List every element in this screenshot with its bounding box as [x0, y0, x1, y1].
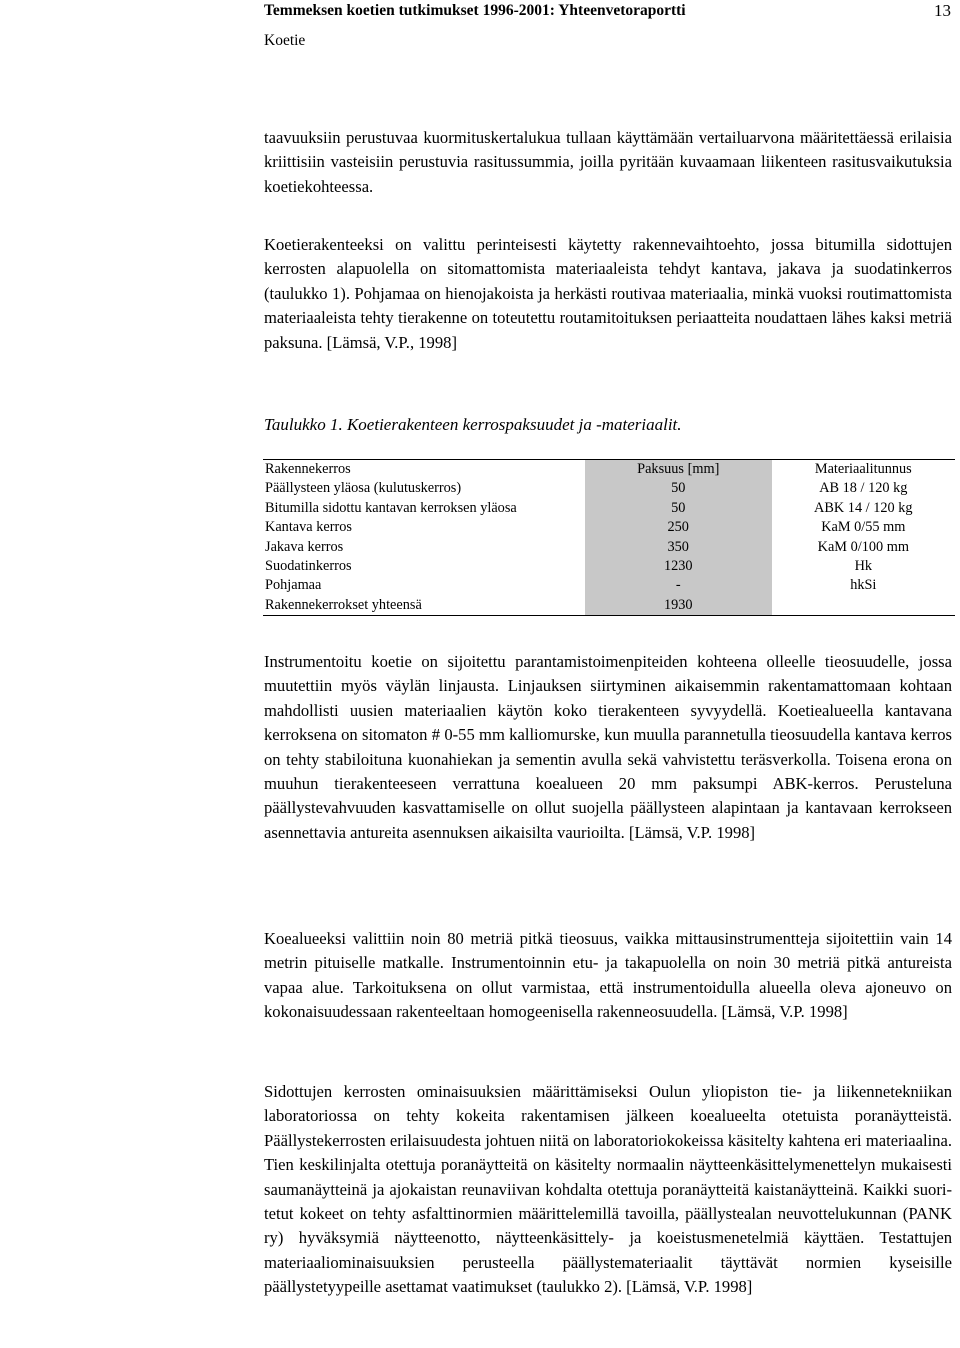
- table-caption: Taulukko 1. Koetierakenteen kerrospaksuudet ja -materiaalit.: [264, 415, 682, 434]
- layer-material: Hk: [854, 558, 873, 575]
- layer-material: AB 18 / 120 kg: [819, 480, 908, 497]
- layer-name: Suodatinkerros: [265, 558, 352, 575]
- layer-material: [772, 596, 955, 616]
- layer-material: KaM 0/55 mm: [821, 519, 906, 536]
- header-layer: Rakennekerros: [265, 461, 351, 477]
- table-row-total: [263, 596, 955, 616]
- paragraph-3: Instrumentoitu koetie on sijoitettu parantamistoimenpiteiden kohteena olleelle tieosuudelle, jossa muutettiin myös väylän linjausta. Linjauksen siirtyminen aikaisemmin rakentamattomaan kohtaan mahdollisti uusien materiaalien käytön koko tierakenteen syvyydellä. Koetiealueella kantavana kerroksena on sitomaton # 0-55 mm kalliomurske, kun muulla parannetulla tieosuudella kantava kerros on tehty stabiloituna kuonahiekan ja sementin avulla sekä vahvistettu teräsverkolla. Toisena erona on muuhun tierakenteeseen verrattuna koealueen 20 mm paksumpi ABK-kerros. Perusteluna päällystevahvuuden kasvattamiselle on ollut suojella päällysteen alapintaan ja kantavaan kerrokseen asennettavia antureita asennuksen aikaisilta vaurioilta. [Lämsä, V.P. 1998]: [264, 652, 952, 842]
- layer-thickness: 350: [585, 538, 772, 557]
- table-row: [263, 538, 955, 557]
- layer-name: Rakennekerrokset yhteensä: [265, 596, 422, 613]
- table-row: [263, 518, 955, 537]
- layer-material: ABK 14 / 120 kg: [814, 499, 913, 516]
- layer-thickness: 50: [585, 479, 772, 498]
- layer-thickness: 250: [585, 518, 772, 537]
- table-row: [263, 557, 955, 576]
- paragraph-2: Koetierakenteeksi on valittu perinteisesti käytetty rakennevaihtoehto, jossa bitumilla sidottujen kerrosten alapuolella on sitomattomista materiaaleista tehdyt kantava, jakava ja suodatinkerros (taulukko 1). Pohjamaa on hienojakoista ja herkästi routivaa materiaalia, minkä vuoksi routimattomista materiaaleista tehty tierakenne on toteutettu routamitoituksen periaatteita noudattaen lähes kaksi metriä paksuna. [Lämsä, V.P., 1998]: [264, 235, 952, 352]
- layer-name: Bitumilla sidottu kantavan kerroksen yläosa: [265, 499, 517, 516]
- section-title: Koetie: [264, 32, 306, 49]
- paragraph-4: Koealueeksi valittiin noin 80 metriä pitkä tieosuus, vaikka mittausinstrumentteja sijoitettiin vain 14 metrin pituiselle matkalle. Instrumentoinnin etu- ja takapuolella on noin 30 metriä pitkä antureista vapaa alue. Tarkoituksena on ollut varmistaa, että instrumentoidulla alueella oleva ajoneuvo on kokonaisuudessaan rakenteeltaan homogeenisella rakenneosuudella. [Lämsä, V.P. 1998]: [264, 929, 952, 1022]
- layer-name: Pohjamaa: [265, 577, 322, 594]
- layer-material: KaM 0/100 mm: [817, 538, 909, 555]
- layer-name: Jakava kerros: [265, 538, 344, 555]
- table-row: [263, 576, 955, 595]
- table-header-row: [263, 460, 955, 480]
- report-title: Temmeksen koetien tutkimukset 1996-2001: Yhteenvetoraportti: [264, 2, 686, 19]
- layer-material: hkSi: [850, 577, 877, 594]
- paragraph-1: taavuuksiin perustuvaa kuormituskertalukua tullaan käyttämään vertailuarvona määritettäessä erilaisia kriittisiin vasteisiin perustuvia rasitussummia, joilla pyritään kuvaamaan liikenteen rasitusvaikutuksia koetiekohteessa.: [264, 128, 952, 196]
- layer-thickness: 50: [585, 499, 772, 518]
- layer-name: Päällysteen yläosa (kulutuskerros): [265, 480, 462, 497]
- table-row: [263, 499, 955, 518]
- page-number: 13: [934, 1, 951, 20]
- layer-thickness: 1230: [585, 557, 772, 576]
- header-material: Materiaalitunnus: [814, 461, 912, 477]
- layer-name: Kantava kerros: [265, 519, 352, 536]
- layer-thickness: -: [585, 576, 772, 595]
- layer-thickness: 1930: [585, 596, 772, 616]
- header-thickness: Paksuus [mm]: [585, 460, 772, 480]
- paragraph-5: Sidottujen kerrosten ominaisuuksien määrittämiseksi Oulun yliopiston tie- ja liikennetekniikan laboratoriossa on tehty kokeita rakentamisen jälkeen koealueelta otetuista poranäytteistä. Päällystekerrosten erilaisuudesta johtuen niitä on laboratoriokokeissa käsitelty kahtena eri materiaalina. Tien keskilinjalta otettuja poranäytteitä on käsitelty normaalin näytteenkäsittelymenettelyn mukaisesti saumanäytteinä ja ajokaistan reunaviivan kohdalta otettuja poranäytteitä kaistanäytteinä. Kaikki suoritetut kokeet on tehty asfalttinormien määrittelemillä tavoilla, päällystealan neuvottelukunnan (PANK ry) hyväksymiä näytteenotto, näytteenkäsittely- ja koeistusmenetelmiä käyttäen. Testattujen materiaaliominaisuuksien perusteella päällystemateriaalit täyttävät normien kyseisille päällystetyypeille asettamat vaatimukset (taulukko 2). [Lämsä, V.P. 1998]: [264, 1082, 952, 1297]
- layer-table: [263, 459, 955, 616]
- table-row: [263, 479, 955, 498]
